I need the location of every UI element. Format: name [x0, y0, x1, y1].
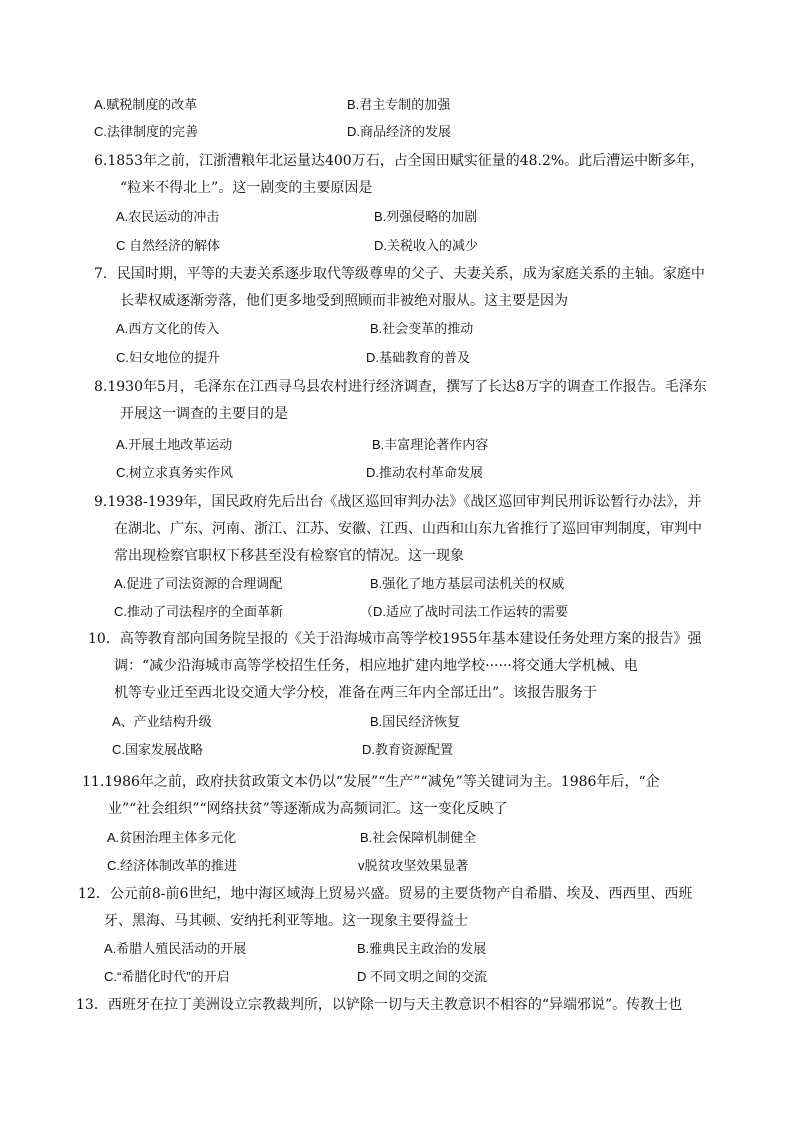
q8-stem-line1: 8.1930年5月，毛泽东在江西寻乌县农村进行经济调查，撰写了长达8万字的调查工作报告。毛泽东 — [94, 379, 707, 395]
q9-stem-line3: 常出现检察官职权下移甚至没有检察官的情况。这一现象 — [114, 548, 464, 564]
q7-option-b: B.社会变革的推动 — [370, 321, 474, 336]
q8-option-b: B.丰富理论著作内容 — [372, 437, 489, 452]
q9-stem-line1: 9.1938-1939年，国民政府先后出台《战区巡回审判办法》《战区巡回审判民刑诉讼暂行办法》，并 — [94, 494, 702, 510]
q7-stem-line1: 7．民国时期，平等的夫妻关系逐步取代等级尊卑的父子、夫妻关系，成为家庭关系的主轴。家庭中 — [94, 266, 705, 282]
q10-option-a: A、产业结构升级 — [112, 714, 212, 729]
q5-option-c: C.法律制度的完善 — [94, 124, 199, 139]
q10-stem-line1: 10．高等教育部向国务院呈报的《关于沿海城市高等学校1955年基本建设任务处理方案的报告》强 — [88, 631, 702, 647]
q12-option-b: B.雅典民主政治的发展 — [357, 941, 487, 956]
q11-option-a: A.贫困治理主体多元化 — [107, 830, 237, 845]
q9-stem-line2: 在湖北、广东、河南、浙江、江苏、安徽、江西、山西和山东九省推行了巡回审判制度，审判中 — [114, 521, 702, 537]
q9-option-b: B.强化了地方基层司法机关的权威 — [370, 576, 565, 591]
q10-option-b: B.国民经济恢复 — [370, 714, 461, 729]
q9-option-d: （D.适应了战时司法工作运转的需要 — [360, 604, 569, 619]
q10-option-d: D.教育资源配置 — [362, 742, 454, 757]
q11-option-b: B.社会保障机制健全 — [360, 830, 477, 845]
q7-option-d: D.基础教育的普及 — [366, 350, 471, 365]
q8-option-c: C.树立求真务实作风 — [116, 465, 234, 480]
q6-option-a: A.农民运动的冲击 — [116, 209, 220, 224]
q11-option-c: C.经济体制改革的推进 — [107, 858, 238, 873]
q6-option-d: D.关税收入的减少 — [374, 238, 479, 253]
q6-stem-line2: “粒米不得北上”。这一剧变的主要原因是 — [120, 180, 373, 196]
q13-stem-line1: 13．西班牙在拉丁美洲设立宗教裁判所，以铲除一切与天主教意识不相容的“异端邪说”。传教士也 — [76, 997, 683, 1013]
q5-option-b: B.君主专制的加强 — [347, 97, 451, 112]
q9-option-a: A.促进了司法资源的合理调配 — [114, 576, 283, 591]
q8-option-d: D.推动农村革命发展 — [366, 465, 484, 480]
q11-stem-line1: 11.1986年之前，政府扶贫政策文本仍以“发展”“生产”“减免”等关键词为主。1986年后，“企 — [82, 774, 660, 790]
q8-stem-line2: 开展这一调查的主要目的是 — [120, 406, 288, 422]
q11-option-d: v脱贫攻坚效果显著 — [358, 858, 469, 873]
q11-stem-line2: 业”“社会组织”“网络扶贫”等逐渐成为高频词汇。这一变化反映了 — [108, 801, 508, 817]
q9-option-c: C.推动了司法程序的全面革新 — [114, 604, 284, 619]
q5-option-d: D.商品经济的发展 — [347, 124, 452, 139]
q12-option-d: D 不同文明之间的交流 — [357, 969, 488, 984]
q7-option-c: C.妇女地位的提升 — [116, 350, 221, 365]
q6-option-b: B.列强侵略的加剧 — [374, 209, 478, 224]
q12-option-c: C.“希腊化时代”的开启 — [104, 969, 230, 984]
q7-stem-line2: 长辈权威逐渐旁落，他们更多地受到照顾而非被绝对服从。这主要是因为 — [120, 293, 568, 309]
q12-stem-line2: 牙、黑海、马其顿、安纳托利亚等地。这一现象主要得益士 — [104, 913, 468, 929]
q6-stem-line1: 6.1853年之前，江浙漕粮年北运量达400万石，占全国田赋实征量的48.2%。此后漕运中断多年， — [94, 153, 705, 169]
q10-option-c: C.国家发展战略 — [112, 742, 204, 757]
q6-option-c: C 自然经济的解体 — [116, 238, 221, 253]
q12-option-a: A.希腊人殖民活动的开展 — [104, 941, 247, 956]
q7-option-a: A.西方文化的传入 — [116, 321, 220, 336]
q12-stem-line1: 12．公元前8-前6世纪，地中海区域海上贸易兴盛。贸易的主要货物产自希腊、埃及、西西里、西班 — [78, 886, 693, 902]
q5-option-a: A.赋税制度的改革 — [94, 97, 198, 112]
q10-stem-line3: 机等专业迁至西北设交通大学分校，准备在两三年内全部迁出”。该报告服务于 — [114, 685, 598, 701]
q10-stem-line2: 调：“减少沿海城市高等学校招生任务，相应地扩建内地学校······将交通大学机械、电 — [114, 658, 638, 674]
q8-option-a: A.开展土地改革运动 — [116, 437, 233, 452]
